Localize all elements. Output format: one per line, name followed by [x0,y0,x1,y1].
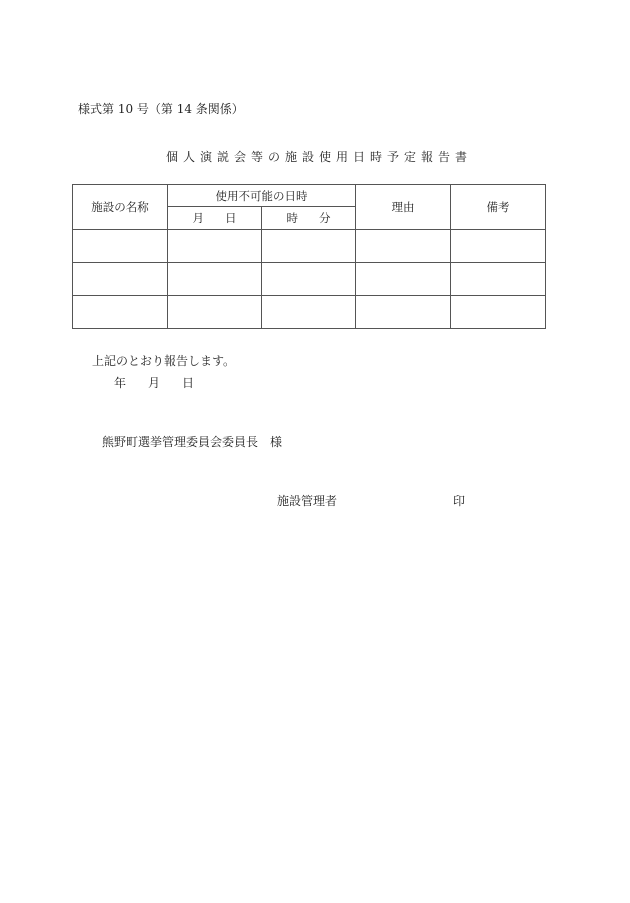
header-minute: 分 [319,211,331,225]
header-month: 月 [192,211,204,225]
table-row [73,230,546,263]
cell-reason[interactable] [356,230,451,263]
table-header-row [73,185,546,207]
cell-facility-name[interactable] [73,230,168,263]
cell-reason[interactable] [356,296,451,329]
cell-facility-name[interactable] [73,296,168,329]
date-line [114,374,216,391]
report-table [72,184,546,329]
header-facility-name: 施設の名称 [73,185,168,230]
header-reason: 理由 [356,185,451,230]
closing-statement: 上記のとおり報告します。 [92,354,236,368]
cell-remarks[interactable] [451,263,546,296]
cell-hour-minute[interactable] [262,296,356,329]
cell-month-day[interactable] [168,263,262,296]
header-month-day [168,207,262,230]
table-row [73,296,546,329]
seal-mark: 印 [453,494,466,508]
header-hour: 時 [286,211,298,225]
date-month: 月 [148,376,161,390]
cell-reason[interactable] [356,263,451,296]
table-row [73,263,546,296]
cell-month-day[interactable] [168,230,262,263]
cell-remarks[interactable] [451,230,546,263]
signature-label: 施設管理者 [277,494,338,508]
header-hour-minute [262,207,356,230]
header-remarks: 備考 [451,185,546,230]
form-number: 様式第 10 号（第 14 条関係） [78,102,244,116]
date-day: 日 [182,376,195,390]
document-title: 個人演説会等の施設使用日時予定報告書 [165,150,472,164]
cell-month-day[interactable] [168,296,262,329]
cell-hour-minute[interactable] [262,230,356,263]
addressee: 熊野町選挙管理委員会委員長 様 [102,435,283,449]
date-year: 年 [114,376,127,390]
cell-remarks[interactable] [451,296,546,329]
header-day: 日 [225,211,237,225]
cell-facility-name[interactable] [73,263,168,296]
header-unavailable-datetime: 使用不可能の日時 [168,185,356,207]
cell-hour-minute[interactable] [262,263,356,296]
